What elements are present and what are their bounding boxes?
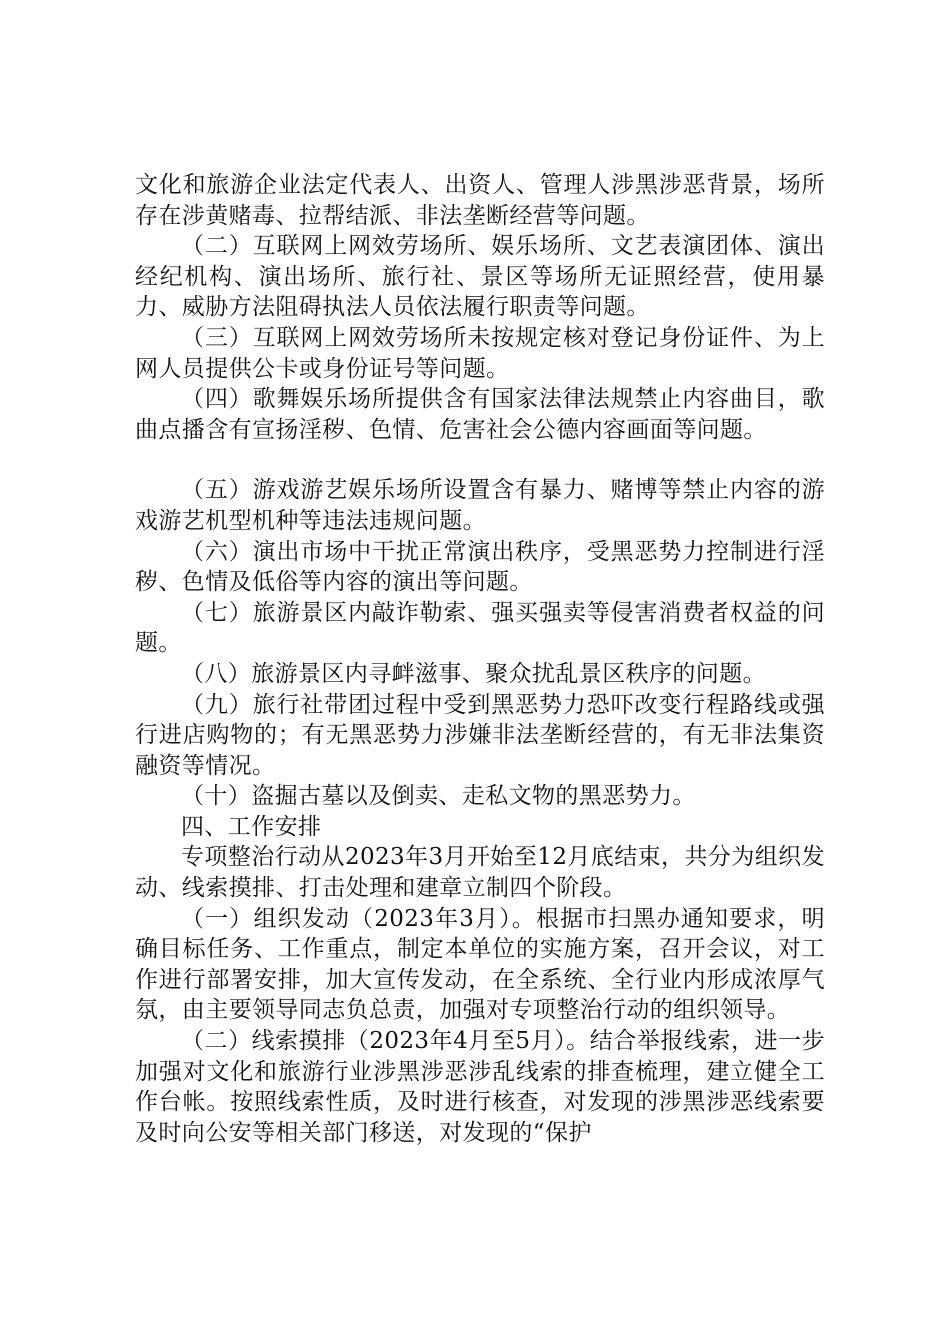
paragraph-continuation: 文化和旅游企业法定代表人、出资人、管理人涉黑涉恶背景，场所存在涉黄赌毒、拉帮结派、非法垄断经营等问题。 [135,172,825,229]
paragraph-item-2: （二）互联网上网效劳场所、娱乐场所、文艺表演团体、演出经纪机构、演出场所、旅行社、景区等场所无证照经营，使用暴力、威胁方法阻碍执法人员依法履行职责等问题。 [135,233,825,321]
paragraph-item-10: （十）盗掘古墓以及倒卖、走私文物的黑恶势力。 [181,783,696,810]
paragraph-item-8: （八）旅游景区内寻衅滋事、聚众扰乱景区秩序的问题。 [181,660,766,687]
section-heading-work-arrangement: 四、工作安排 [181,813,322,840]
paragraph-item-4: （四）歌舞娱乐场所提供含有国家法律法规禁止内容曲目，歌曲点播含有宣扬淫秽、色情、危害社会公德内容画面等问题。 [135,386,825,443]
paragraph-schedule-overview: 专项整治行动从2023年3月开始至12月底结束，共分为组织发动、线索摸排、打击处理和建章立制四个阶段。 [135,844,825,902]
paragraph-item-5: （五）游戏游艺娱乐场所设置含有暴力、赌博等禁止内容的游戏游艺机型机种等违法违规问题。 [135,477,825,534]
paragraph-item-9: （九）旅行社带团过程中受到黑恶势力恐吓改变行程路线或强行进店购物的；有无黑恶势力涉嫌非法垄断经营的，有无非法集资融资等情况。 [135,691,825,779]
paragraph-item-3: （三）互联网上网效劳场所未按规定核对登记身份证件、为上网人员提供公卡或身份证号等问题。 [135,324,825,382]
paragraph-phase-investigate: （二）线索摸排（2023年4月至5月）。结合举报线索，进一步加强对文化和旅游行业涉黑涉恶涉乱线索的排查梳理，建立健全工作台帐。按照线索性质，及时进行核查，对发现的涉黑涉恶线索要及时向公安等相关部门移送，对发现的“保护 [135,1028,825,1146]
paragraph-phase-organize: （一）组织发动（2023年3月）。根据市扫黑办通知要求，明确目标任务、工作重点，制定本单位的实施方案，召开会议，对工作进行部署安排，加大宣传发动，在全系统、全行业内形成浓厚气氛，由主要领导同志负总责，加强对专项整治行动的组织领导。 [135,905,825,1024]
paragraph-item-6: （六）演出市场中干扰正常演出秩序，受黑恶势力控制进行淫秽、色情及低俗等内容的演出等问题。 [135,538,825,596]
document-body [135,170,825,1148]
paragraph-item-7: （七）旅游景区内敲诈勒索、强买强卖等侵害消费者权益的问题。 [135,599,825,657]
